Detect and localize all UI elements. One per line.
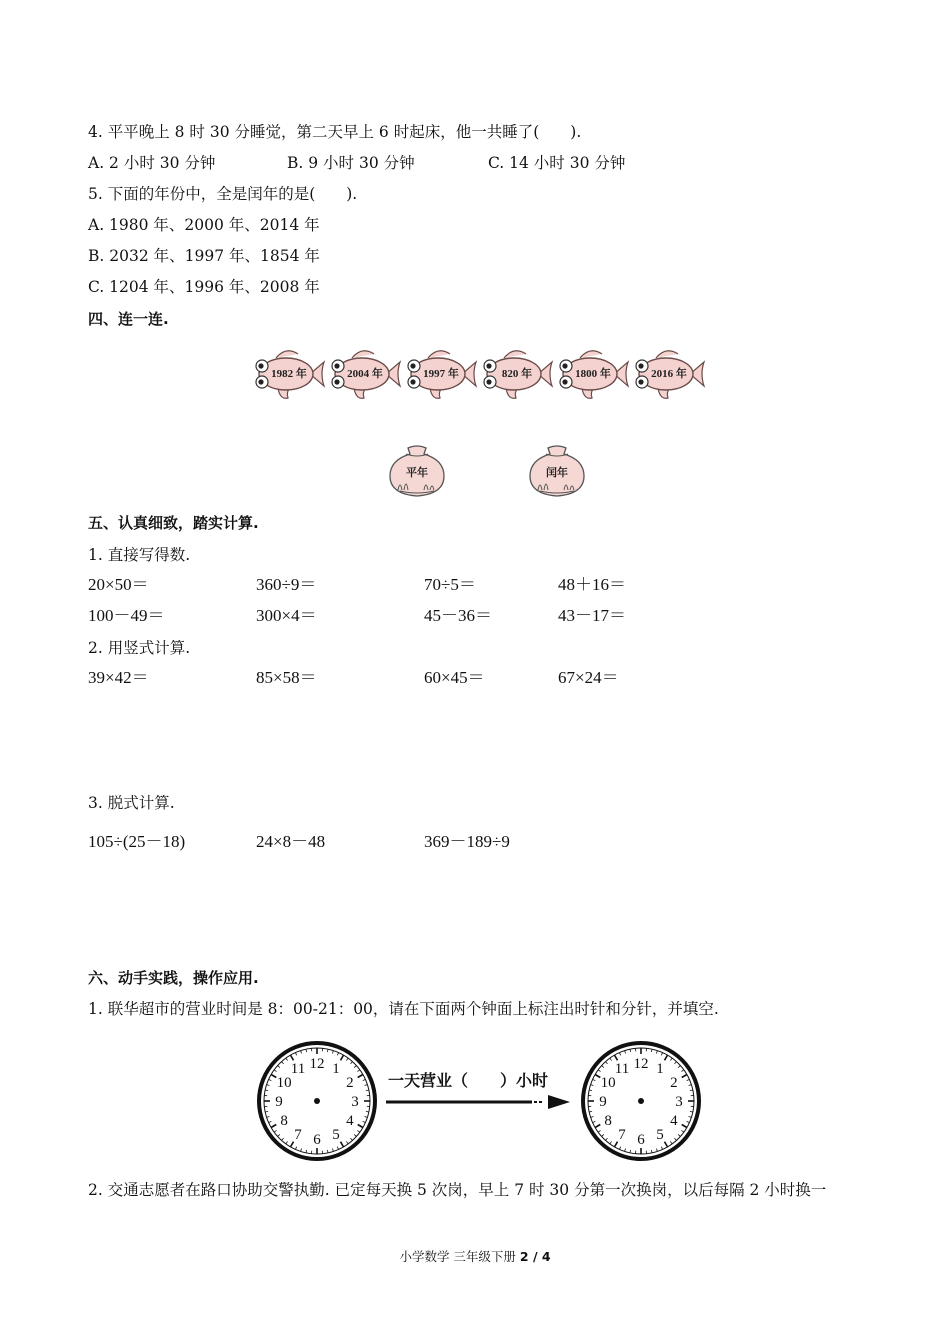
svg-text:8: 8 bbox=[604, 1113, 612, 1129]
svg-text:7: 7 bbox=[294, 1126, 302, 1143]
q5-option-c: C. 1204 年、1996 年、2008 年 bbox=[88, 278, 320, 296]
calc-item: 300×4＝ bbox=[256, 606, 317, 625]
calc-item: 48＋16＝ bbox=[558, 575, 626, 594]
calc-item: 369－189÷9 bbox=[424, 832, 510, 851]
svg-text:11: 11 bbox=[290, 1061, 306, 1078]
svg-text:7: 7 bbox=[618, 1126, 626, 1143]
fish-label: 2004 年 bbox=[347, 368, 383, 380]
svg-text:10: 10 bbox=[600, 1075, 616, 1091]
fish-label: 820 年 bbox=[501, 368, 533, 380]
jar-leap-year[interactable] bbox=[524, 444, 590, 500]
section5-title: 五、认真细致，踏实计算. bbox=[88, 514, 259, 532]
svg-text:6: 6 bbox=[313, 1132, 321, 1148]
p3-label: 3. 脱式计算. bbox=[88, 794, 175, 812]
calc-item: 24×8－48 bbox=[256, 832, 326, 851]
calc-item: 100－49＝ bbox=[88, 606, 165, 625]
jar-common-year[interactable] bbox=[384, 444, 450, 500]
svg-text:12: 12 bbox=[633, 1056, 649, 1072]
svg-text:6: 6 bbox=[637, 1132, 645, 1148]
svg-text:9: 9 bbox=[599, 1094, 607, 1110]
fish-820[interactable] bbox=[480, 342, 554, 406]
fish-label: 1997 年 bbox=[423, 368, 459, 380]
arrow-label: 一天营业（ ）小时 bbox=[388, 1071, 549, 1090]
svg-text:9: 9 bbox=[275, 1094, 283, 1110]
svg-text:2: 2 bbox=[670, 1075, 678, 1091]
p1-label: 1. 直接写得数. bbox=[88, 546, 191, 564]
fish-label: 1982 年 bbox=[271, 368, 307, 380]
svg-text:4: 4 bbox=[670, 1113, 678, 1129]
calc-item: 85×58＝ bbox=[256, 668, 317, 687]
svg-text:10: 10 bbox=[276, 1075, 292, 1091]
svg-text:11: 11 bbox=[614, 1061, 630, 1078]
q4-stem: 4. 平平晚上 8 时 30 分睡觉，第二天早上 6 时起床，他一共睡了( ). bbox=[88, 123, 582, 141]
svg-text:3: 3 bbox=[675, 1094, 683, 1110]
svg-text:8: 8 bbox=[280, 1113, 288, 1129]
svg-text:5: 5 bbox=[656, 1126, 664, 1143]
page-footer bbox=[0, 1247, 950, 1265]
calc-item: 60×45＝ bbox=[424, 668, 485, 687]
fish-1800[interactable] bbox=[556, 342, 630, 406]
q5-stem: 5. 下面的年份中，全是闰年的是( ). bbox=[88, 185, 358, 203]
svg-text:2: 2 bbox=[346, 1075, 354, 1091]
q5-option-b: B. 2032 年、1997 年、1854 年 bbox=[88, 247, 320, 265]
section4-title: 四、连一连. bbox=[88, 310, 169, 328]
q5-option-a: A. 1980 年、2000 年、2014 年 bbox=[88, 216, 320, 234]
svg-text:5: 5 bbox=[332, 1126, 340, 1143]
svg-text:3: 3 bbox=[351, 1094, 359, 1110]
calc-item: 105÷(25－18) bbox=[88, 832, 186, 851]
svg-text:4: 4 bbox=[346, 1113, 354, 1129]
calc-item: 45－36＝ bbox=[424, 606, 492, 625]
calc-item: 43－17＝ bbox=[558, 606, 626, 625]
footer-text: 小学数学 三年级下册 bbox=[399, 1249, 520, 1264]
calc-item: 67×24＝ bbox=[558, 668, 619, 687]
p2-label: 2. 用竖式计算. bbox=[88, 639, 191, 657]
fish-2004[interactable] bbox=[328, 342, 402, 406]
jar-label: 平年 bbox=[406, 466, 428, 479]
arrow-icon bbox=[384, 1090, 574, 1114]
clock-face-open[interactable] bbox=[256, 1040, 378, 1162]
q4-option-b: B. 9 小时 30 分钟 bbox=[287, 154, 415, 172]
fish-label: 1800 年 bbox=[575, 368, 611, 380]
svg-text:1: 1 bbox=[656, 1061, 664, 1078]
fish-1997[interactable] bbox=[404, 342, 478, 406]
fish-label: 2016 年 bbox=[651, 368, 687, 380]
calc-item: 20×50＝ bbox=[88, 575, 149, 594]
calc-item: 39×42＝ bbox=[88, 668, 149, 687]
q4-option-c: C. 14 小时 30 分钟 bbox=[488, 154, 626, 172]
page-number: 2 / 4 bbox=[519, 1249, 551, 1264]
fish-1982[interactable] bbox=[252, 342, 326, 406]
fish-2016[interactable] bbox=[632, 342, 706, 406]
section6-title: 六、动手实践，操作应用. bbox=[88, 969, 259, 987]
calc-item: 70÷5＝ bbox=[424, 575, 476, 594]
s6-q2-text: 2. 交通志愿者在路口协助交警执勤. 已定每天换 5 次岗，早上 7 时 30 分第一次换岗，以后每隔 2 小时换一 bbox=[88, 1181, 827, 1199]
svg-text:12: 12 bbox=[309, 1056, 325, 1072]
fish-row bbox=[252, 342, 702, 406]
q4-option-a: A. 2 小时 30 分钟 bbox=[88, 154, 216, 172]
s6-q1-text: 1. 联华超市的营业时间是 8：00-21：00，请在下面两个钟面上标注出时针和分针，并填空. bbox=[88, 1000, 719, 1018]
calc-item: 360÷9＝ bbox=[256, 575, 317, 594]
clock-face-close[interactable] bbox=[580, 1040, 702, 1162]
jar-label: 闰年 bbox=[546, 466, 568, 479]
svg-text:1: 1 bbox=[332, 1061, 340, 1078]
